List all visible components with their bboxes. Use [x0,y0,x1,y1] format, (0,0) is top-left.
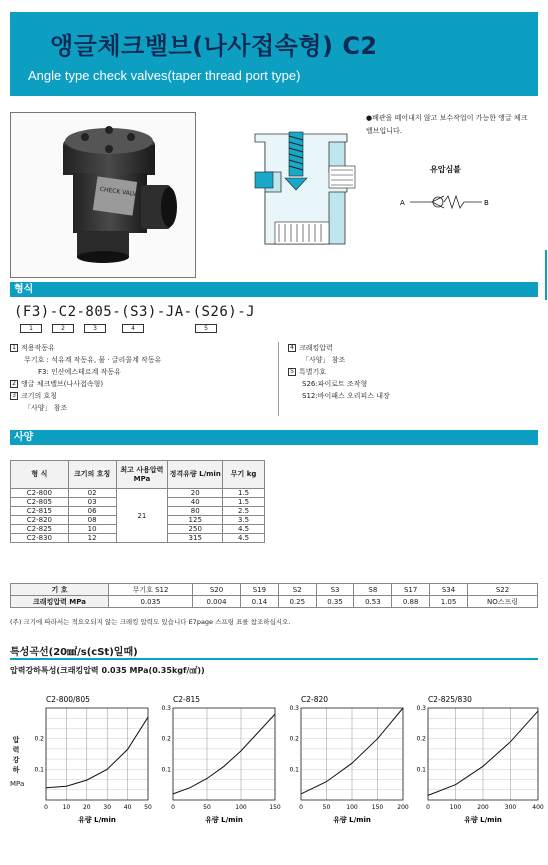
chart-title: C2-815 [173,695,201,704]
legend-item: 「사양」 참조 [302,356,346,364]
legend-item: 2 앵글 체크밸브(나사접속형) [10,378,161,390]
x-tick-label: 0 [171,804,175,811]
code-box-4: 4 [122,324,144,333]
table-row: C2-815 06 80 2.5 [11,507,265,516]
chart-c2-820 [285,692,410,841]
x-tick-label: 200 [397,804,409,811]
legend-item: 4 크래킹압력 [288,342,390,354]
legend-right [288,342,390,402]
x-tick-label: 20 [82,804,91,811]
x-tick-label: 150 [371,804,384,811]
model-section-title: 형식 [14,284,34,295]
spec-header: 형 식 [11,461,69,489]
x-tick-label: 30 [103,804,112,811]
plot-frame [173,708,275,800]
x-tick-label: 100 [346,804,358,811]
photo-label: CHECK VALVE [99,185,141,199]
page-edge-tab [545,250,547,300]
x-tick-label: 50 [203,804,211,811]
x-tick-label: 150 [269,804,281,811]
curve-subtitle: 압력강하특성(크래킹압력 0.035 MPa(0.35kgf/㎠)) [10,666,205,675]
valve-section-drawing [245,112,358,254]
x-axis-label: 유량 L/min [78,816,116,824]
chart-c2-825 [412,692,544,841]
x-tick-label: 10 [62,804,71,811]
legend-item: S12:바이패스 오리피스 내장 [302,392,390,400]
x-tick-label: 400 [532,804,544,811]
x-tick-label: 0 [44,804,48,811]
page-title: 앵글체크밸브(나사접속형) C2 [50,32,378,60]
legend-item: S26:파이로트 조작형 [302,380,368,388]
spec-table [10,460,265,543]
chart-title: C2-825/830 [428,695,472,704]
x-tick-label: 40 [123,804,132,811]
footnote: (주) 크기에 따라서는 적요오되지 않는 크래킹 압력도 있습니다 E7page 스프링 표를 참조하십시오. [10,618,291,626]
chart-c2-800 [30,692,155,841]
x-tick-label: 200 [477,804,489,811]
y-tick-label: 0.1 [161,766,171,774]
y-axis-unit: MPa [10,780,25,788]
x-axis-label: 유량 L/min [333,816,371,824]
table-row: 크래킹압력 MPa 0.035 0.004 0.14 0.25 0.35 0.53 0.88 1.05 NO스프링 [11,596,538,608]
table-row: C2-820 08 125 3.5 [11,516,265,525]
valve-photo-illustration [11,113,197,279]
pressure-drop-curve [173,714,275,794]
legend-item: 5 특별기호 [288,366,390,378]
y-tick-label: 0.1 [416,766,426,774]
model-section-header [10,282,538,297]
y-tick-label: 0.2 [416,735,426,743]
y-tick-label: 0.2 [34,735,44,743]
model-code: (F3)-C2-805-(S3)-JA-(S26)-J [14,304,256,320]
spec-header: 무기 kg [223,461,265,489]
curve-section-title: 특성곡선(20㎟/s(cSt)일때) [10,647,138,658]
table-row: C2-830 12 315 4.5 [11,534,265,543]
x-tick-label: 50 [144,804,152,811]
table-row: C2-825 10 250 4.5 [11,525,265,534]
x-tick-label: 0 [426,804,430,811]
x-axis-label: 유량 L/min [205,816,243,824]
chart-c2-815 [157,692,282,841]
legend-left [10,342,161,414]
check-valve-symbol [398,190,494,214]
spec-header: 크기의 호칭 [68,461,116,489]
legend-item: 3 크기의 호칭 [10,390,161,402]
code-box-2: 2 [52,324,74,333]
chart-title: C2-820 [301,695,329,704]
y-tick-label: 0.3 [416,705,426,712]
x-tick-label: 300 [504,804,517,811]
spec-header: 정격유량 L/min [168,461,223,489]
x-axis-label: 유량 L/min [464,816,502,824]
x-tick-label: 50 [322,804,331,811]
table-row: C2-800 02 21 20 1.5 [11,489,265,498]
header-banner [10,12,538,96]
x-tick-label: 100 [449,804,462,811]
port-a-label: A [400,199,405,207]
curve-divider [10,658,538,660]
page-subtitle: Angle type check valves(taper thread port type) [28,68,301,83]
legend-item: 무기호 : 석유계 작동유, 물 · 글리콜계 작동유 [24,356,162,364]
spec-section-header [10,430,538,445]
code-box-5: 5 [195,324,217,333]
spec-header: 최고 사용압력 MPa [116,461,168,489]
y-axis-label: 압력강하 [12,736,20,774]
pressure-drop-curve [46,717,148,788]
feature-note: ●배관을 떼어내지 않고 보수작업이 가능한 앵글 체크 밸브입니다. [366,114,528,135]
product-photo [10,112,196,278]
cracking-pressure-table [10,583,538,608]
code-box-3: 3 [84,324,106,333]
table-row: C2-805 03 40 1.5 [11,498,265,507]
y-tick-label: 0.2 [161,735,171,743]
y-tick-label: 0.3 [289,705,299,712]
legend-divider [278,342,279,416]
table-row: 기 호 무기호 S12 S20 S19 S2 S3 S8 S17 S34 S22 [11,584,538,596]
legend-item: F3: 인산에스테르계 작동유 [38,368,121,376]
legend-item: 1 적용작동유 [10,342,161,354]
max-pressure-cell: 21 [116,489,168,543]
y-tick-label: 0.1 [34,766,44,774]
x-tick-label: 100 [235,804,247,811]
code-box-1: 1 [20,324,42,333]
y-tick-label: 0.1 [289,766,299,774]
spec-section-title: 사양 [14,432,34,443]
hydraulic-symbol-label: 유압심볼 [430,165,461,174]
legend-item: 「사양」 참조 [24,404,68,412]
y-tick-label: 0.2 [289,735,299,743]
x-tick-label: 0 [299,804,303,811]
port-b-label: B [484,199,489,207]
chart-title: C2-800/805 [46,695,90,704]
y-tick-label: 0.3 [161,705,171,712]
